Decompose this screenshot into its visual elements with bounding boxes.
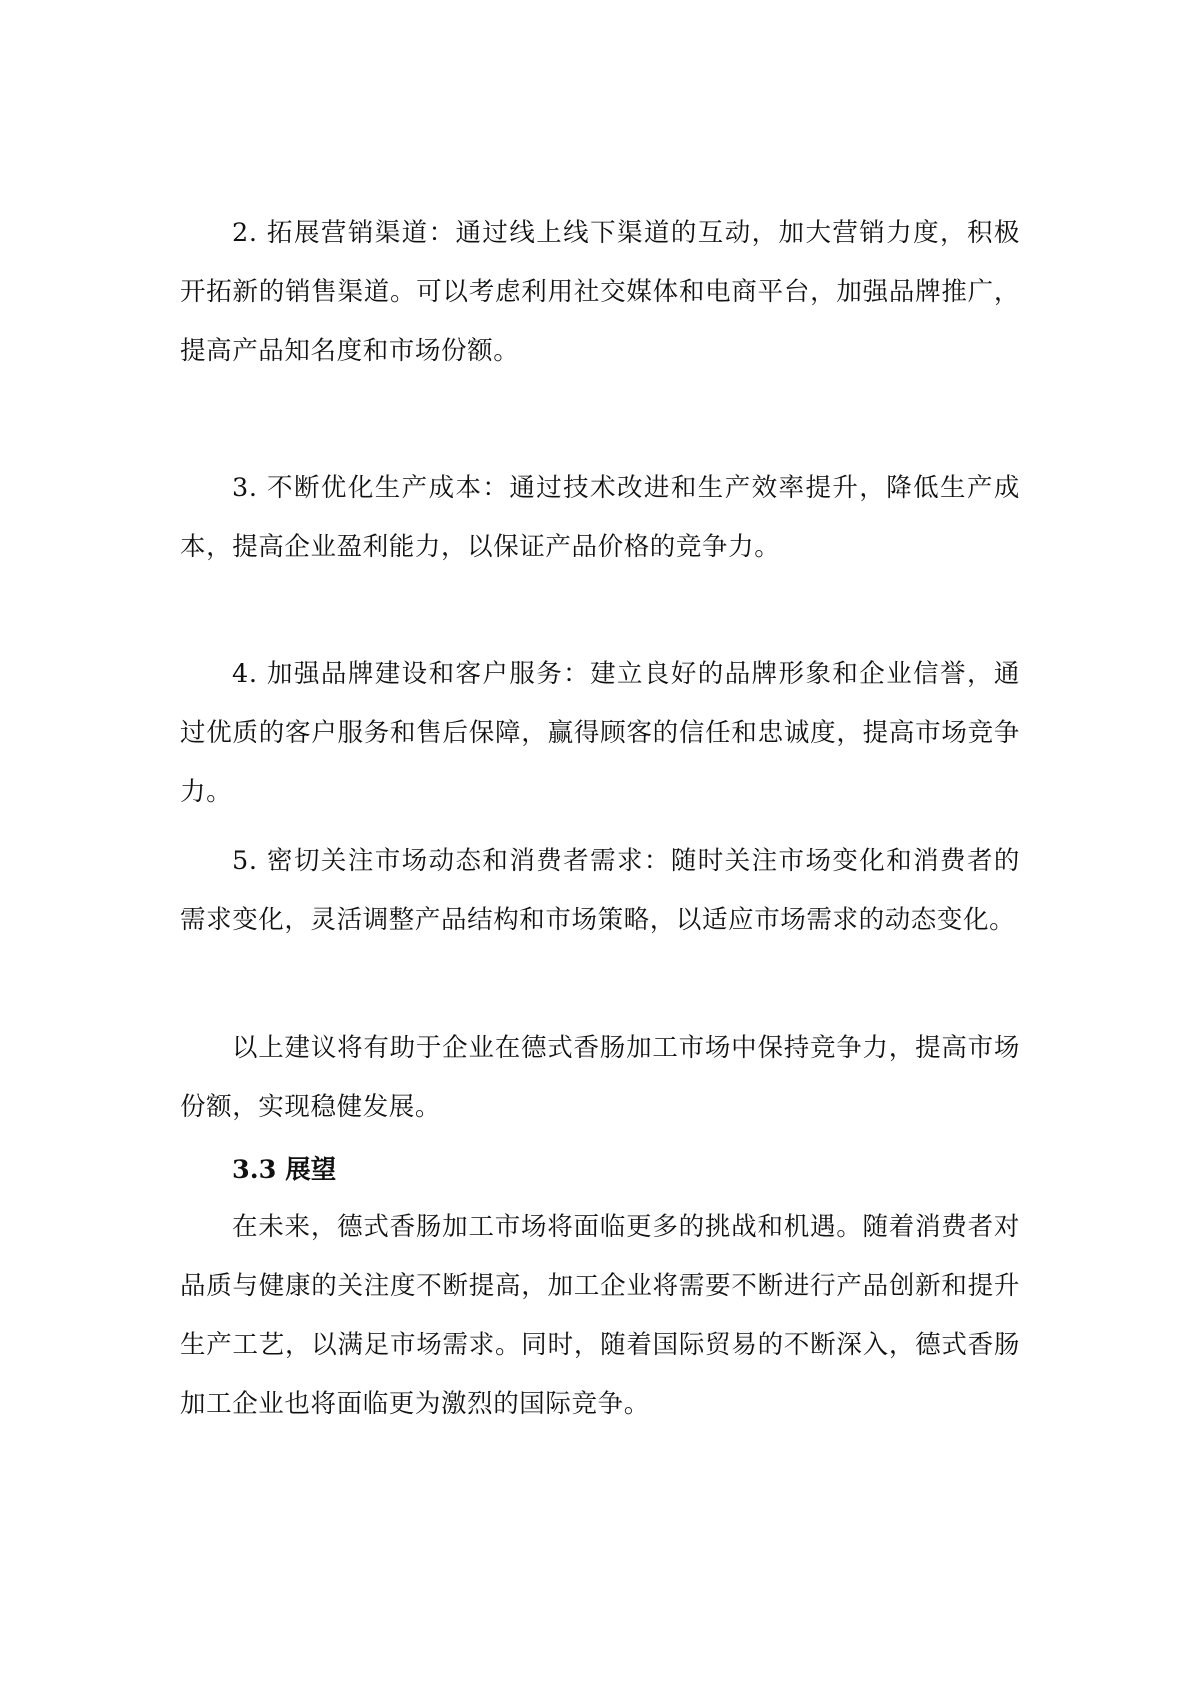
recommendation-item-5: 5. 密切关注市场动态和消费者需求：随时关注市场变化和消费者的需求变化，灵活调整产品结构和市场策略，以适应市场需求的动态变化。 bbox=[180, 846, 1020, 935]
recommendations-summary: 以上建议将有助于企业在德式香肠加工市场中保持竞争力，提高市场份额，实现稳健发展。 bbox=[180, 1033, 1020, 1122]
recommendation-item-2: 2. 拓展营销渠道：通过线上线下渠道的互动，加大营销力度，积极开拓新的销售渠道。可以考虑利用社交媒体和电商平台，加强品牌推广，提高产品知名度和市场份额。 bbox=[180, 218, 1020, 366]
section-heading-outlook: 3.3 展望 bbox=[232, 1155, 337, 1185]
outlook-paragraph: 在未来，德式香肠加工市场将面临更多的挑战和机遇。随着消费者对品质与健康的关注度不断提高，加工企业将需要不断进行产品创新和提升生产工艺，以满足市场需求。同时，随着国际贸易的不断深入，德式香肠加工企业也将面临更为激烈的国际竞争。 bbox=[180, 1212, 1020, 1419]
recommendation-item-3: 3. 不断优化生产成本：通过技术改进和生产效率提升，降低生产成本，提高企业盈利能力，以保证产品价格的竞争力。 bbox=[180, 473, 1020, 562]
recommendation-item-4: 4. 加强品牌建设和客户服务：建立良好的品牌形象和企业信誉，通过优质的客户服务和售后保障，赢得顾客的信任和忠诚度，提高市场竞争力。 bbox=[180, 659, 1020, 807]
